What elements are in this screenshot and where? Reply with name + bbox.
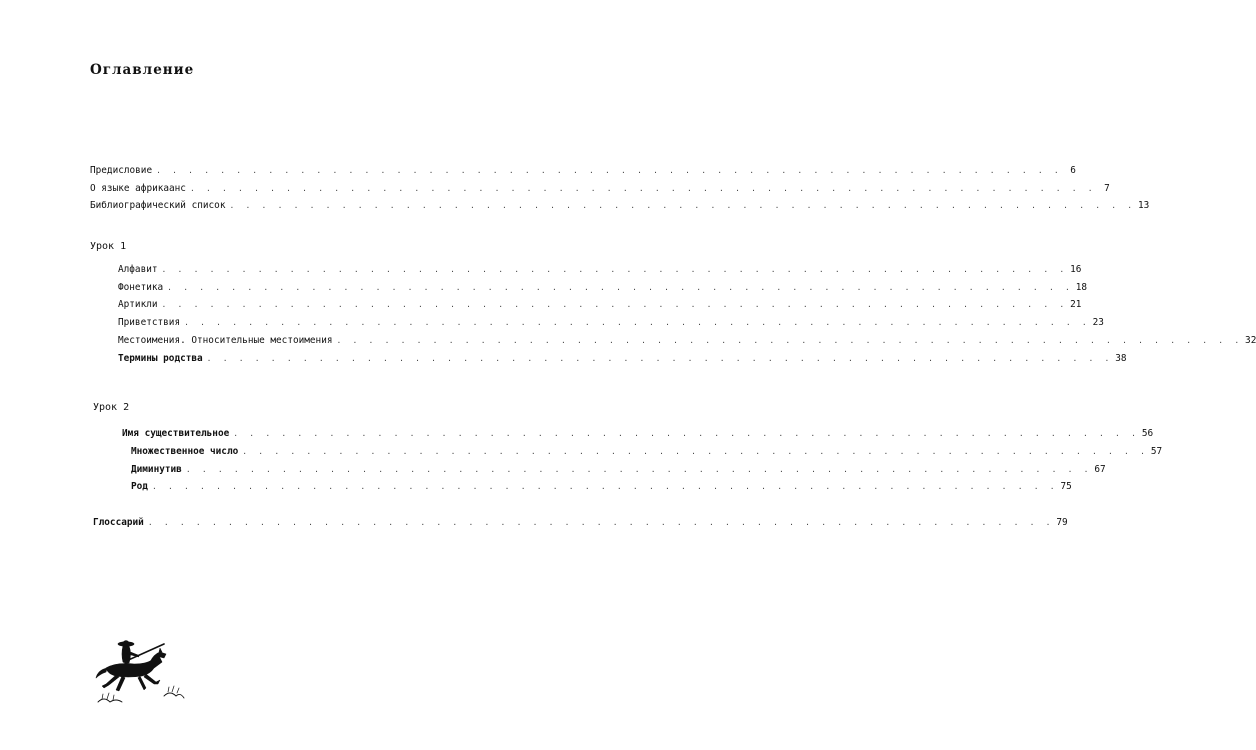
- dot-leader: . . . . . . . . . . . . . . . . . . . . . . . . . . . . . . . . . . . . . . . . . . . . . . . . . . . . . . . . .: [242, 447, 1149, 456]
- toc-entry-label: Местоимения. Относительные местоимения: [118, 335, 333, 346]
- toc-entry-label: Фонетика: [118, 282, 164, 293]
- dot-leader: . . . . . . . . . . . . . . . . . . . . . . . . . . . . . . . . . . . . . . . . . . . . . . . . . . . . . . . . .: [161, 300, 1068, 309]
- toc-entry-diminutive[interactable]: [131, 463, 1106, 477]
- toc-entry-label: Род: [131, 481, 148, 492]
- toc-page-number: 6: [1070, 165, 1076, 176]
- toc-entry-bibliography[interactable]: [90, 199, 1150, 213]
- toc-page-number: 7: [1104, 183, 1110, 194]
- toc-entry-articles[interactable]: [118, 298, 1082, 312]
- toc-entry-alphabet[interactable]: [118, 263, 1082, 277]
- toc-entry-gender[interactable]: [131, 480, 1072, 494]
- dot-leader: . . . . . . . . . . . . . . . . . . . . . . . . . . . . . . . . . . . . . . . . . . . . . . . . . . . . . . . . .: [229, 201, 1136, 210]
- dot-leader: . . . . . . . . . . . . . . . . . . . . . . . . . . . . . . . . . . . . . . . . . . . . . . . . . . . . . . . . .: [161, 265, 1068, 274]
- dot-leader: . . . . . . . . . . . . . . . . . . . . . . . . . . . . . . . . . . . . . . . . . . . . . . . . . . . . . . . . .: [167, 283, 1074, 292]
- section-heading-lesson-1: Урок 1: [90, 241, 127, 252]
- dot-leader: . . . . . . . . . . . . . . . . . . . . . . . . . . . . . . . . . . . . . . . . . . . . . . . . . . . . . . . . .: [184, 318, 1090, 327]
- dot-leader: . . . . . . . . . . . . . . . . . . . . . . . . . . . . . . . . . . . . . . . . . . . . . . . . . . . . . . . . .: [156, 166, 1062, 175]
- toc-page-number: 13: [1138, 200, 1150, 211]
- toc-page-number: 57: [1150, 446, 1163, 457]
- toc-page-number: 21: [1070, 299, 1082, 310]
- toc-entry-label: Библиографический список: [90, 200, 226, 211]
- toc-entry-label: Имя существительное: [122, 428, 230, 439]
- toc-entry-glossary[interactable]: [93, 516, 1068, 530]
- toc-entry-label: Алфавит: [118, 264, 158, 275]
- toc-entry-label: Приветствия: [118, 317, 181, 328]
- dot-leader: . . . . . . . . . . . . . . . . . . . . . . . . . . . . . . . . . . . . . . . . . . . . . . . . . . . . . . . . .: [151, 482, 1058, 491]
- dot-leader: . . . . . . . . . . . . . . . . . . . . . . . . . . . . . . . . . . . . . . . . . . . . . . . . . . . . . . . . .: [189, 184, 1096, 193]
- toc-entry-greetings[interactable]: [118, 316, 1104, 330]
- toc-page-number: 79: [1056, 517, 1068, 528]
- toc-page-number: 56: [1141, 428, 1154, 439]
- toc-page-number: 67: [1094, 464, 1106, 475]
- dot-leader: . . . . . . . . . . . . . . . . . . . . . . . . . . . . . . . . . . . . . . . . . . . . . . . . . . . . . . . . .: [147, 518, 1054, 527]
- toc-entry-label: Артикли: [118, 299, 158, 310]
- toc-entry-label: Термины родства: [118, 353, 203, 364]
- dot-leader: . . . . . . . . . . . . . . . . . . . . . . . . . . . . . . . . . . . . . . . . . . . . . . . . . . . . . . . . .: [336, 336, 1243, 345]
- toc-entry-plural[interactable]: [131, 445, 1163, 459]
- toc-entry-noun[interactable]: [122, 427, 1154, 441]
- toc-page-number: 23: [1092, 317, 1104, 328]
- toc-entry-pronouns[interactable]: [118, 334, 1256, 348]
- toc-entry-preface[interactable]: [90, 164, 1076, 178]
- toc-page-number: 18: [1075, 282, 1088, 293]
- toc-entry-label: Предисловие: [90, 165, 153, 176]
- toc-page-number: 75: [1060, 481, 1072, 492]
- toc-page-number: 32: [1245, 335, 1256, 346]
- toc-entry-phonetics[interactable]: [118, 281, 1088, 295]
- toc-entry-label: Глоссарий: [93, 517, 144, 528]
- toc-entry-label: О языке африкаанс: [90, 183, 186, 194]
- toc-page-number: 38: [1115, 353, 1127, 364]
- horse-rider-icon: [94, 632, 190, 710]
- page-title: Оглавление: [90, 62, 195, 78]
- toc-entry-about-afrikaans[interactable]: [90, 182, 1110, 196]
- dot-leader: . . . . . . . . . . . . . . . . . . . . . . . . . . . . . . . . . . . . . . . . . . . . . . . . . . . . . . . . .: [185, 465, 1092, 474]
- toc-page-number: 16: [1070, 264, 1082, 275]
- dot-leader: . . . . . . . . . . . . . . . . . . . . . . . . . . . . . . . . . . . . . . . . . . . . . . . . . . . . . . . . .: [233, 429, 1140, 438]
- dot-leader: . . . . . . . . . . . . . . . . . . . . . . . . . . . . . . . . . . . . . . . . . . . . . . . . . . . . . . . . .: [206, 354, 1113, 363]
- toc-entry-label: Диминутив: [131, 464, 182, 475]
- toc-entry-kinship-terms[interactable]: [118, 352, 1127, 366]
- section-heading-lesson-2: Урок 2: [93, 402, 130, 413]
- toc-entry-label: Множественное число: [131, 446, 239, 457]
